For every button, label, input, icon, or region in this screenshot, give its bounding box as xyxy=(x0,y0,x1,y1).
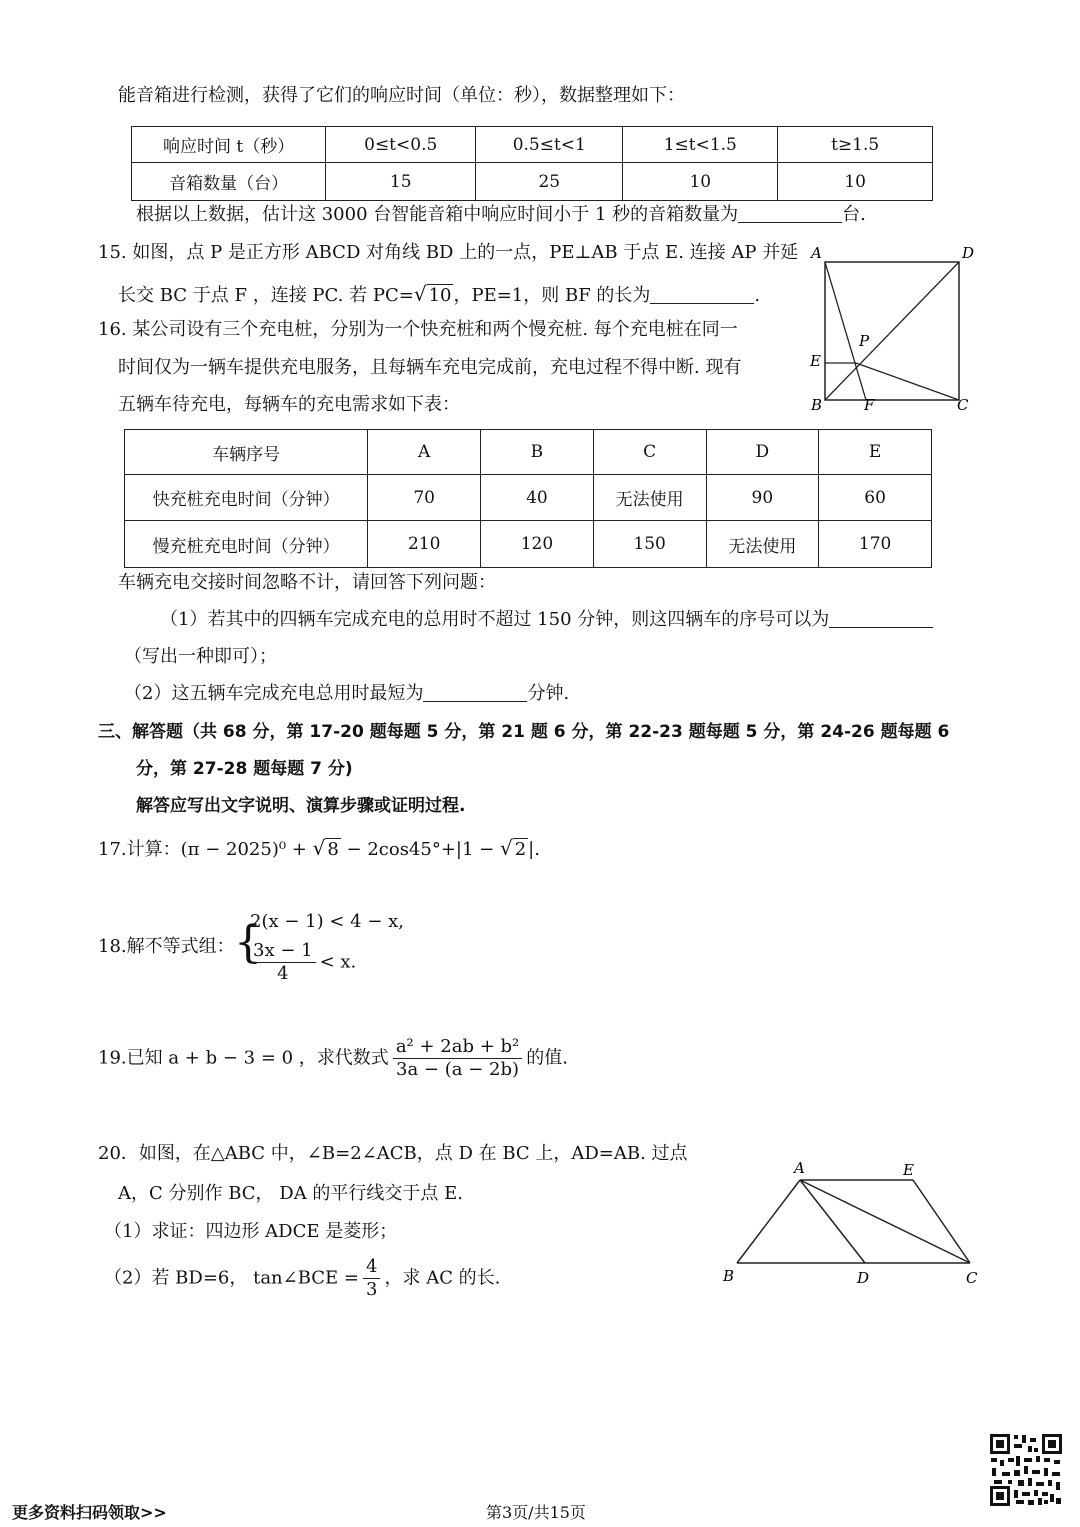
q20-line1: 20．如图，在△ABC 中，∠B=2∠ACB，点 D 在 BC 上，AD=AB. 过点 xyxy=(98,1143,688,1164)
table-cell: 170 xyxy=(819,521,932,568)
table-cell: 无法使用 xyxy=(593,475,706,521)
response-time-table xyxy=(131,126,933,201)
q20-sub2-a: （2）若 BD=6， tan∠BCE = xyxy=(104,1267,360,1289)
label-d: D xyxy=(857,1269,870,1287)
q19-suffix: 的值. xyxy=(526,1047,568,1069)
qr-code-icon xyxy=(988,1432,1064,1508)
q20-frac-num: 4 xyxy=(363,1256,380,1279)
section-instruction: 解答应写出文字说明、演算步骤或证明过程. xyxy=(136,796,466,816)
table-cell: 音箱数量（台） xyxy=(132,163,326,201)
q15-radicand: 10 xyxy=(428,285,452,306)
table-cell: 10 xyxy=(623,163,778,201)
table-cell: 90 xyxy=(706,475,819,521)
label-a: A xyxy=(811,244,822,262)
table-cell: E xyxy=(819,430,932,475)
table-cell: C xyxy=(593,430,706,475)
q17-prefix: 17.计算： xyxy=(98,839,181,860)
table-cell: t≥1.5 xyxy=(778,127,933,163)
table-cell: 15 xyxy=(326,163,476,201)
page-number: 第3页/共15页 xyxy=(486,1503,586,1522)
table-cell: 快充桩充电时间（分钟） xyxy=(125,475,368,521)
table-cell: 120 xyxy=(481,521,594,568)
answer-blank xyxy=(738,204,842,223)
brace-symbol: { xyxy=(234,917,262,968)
table-cell: 0≤t<0.5 xyxy=(326,127,476,163)
q16-note: 车辆充电交接时间忽略不计，请回答下列问题： xyxy=(118,572,496,593)
footer-promo: 更多资料扫码领取>> xyxy=(12,1503,167,1522)
table-row xyxy=(125,430,932,475)
q18-ineq2 xyxy=(250,940,356,985)
table-cell: 1≤t<1.5 xyxy=(623,127,778,163)
charging-table xyxy=(124,429,932,568)
table-cell: 25 xyxy=(476,163,623,201)
table-row xyxy=(125,521,932,568)
table-cell: 210 xyxy=(368,521,481,568)
q16-line1: 16. 某公司设有三个充电桩，分别为一个快充桩和两个慢充桩. 每个充电桩在同一 xyxy=(98,319,738,340)
q15-text-a: 长交 BC 于点 F ，连接 PC. 若 PC= xyxy=(118,285,414,306)
q15-line2: 长交 BC 于点 F ，连接 PC. 若 PC=√ 10 ，PE=1，则 BF 的长为 . xyxy=(118,282,761,306)
q19-num: a² + 2ab + b² xyxy=(393,1036,522,1059)
q17-radicand-2: 2 xyxy=(514,839,527,860)
q17-expr-c: |. xyxy=(528,839,540,860)
table-row xyxy=(125,475,932,521)
q16-sub1b: （写出一种即可）； xyxy=(124,646,277,667)
table-cell: B xyxy=(481,430,594,475)
table-row xyxy=(132,127,933,163)
label-b: B xyxy=(811,396,823,414)
square-figure xyxy=(800,240,990,420)
q18-prefix: 18.解不等式组： xyxy=(98,936,235,957)
table-cell: D xyxy=(706,430,819,475)
table-cell: 慢充桩充电时间（分钟） xyxy=(125,521,368,568)
table-cell: 响应时间 t（秒） xyxy=(132,127,326,163)
table-cell: 70 xyxy=(368,475,481,521)
table-row xyxy=(132,163,933,201)
section-title-2: 分，第 27-28 题每题 7 分) xyxy=(136,759,353,779)
q20-frac-den: 3 xyxy=(366,1279,378,1300)
rhombus-figure xyxy=(715,1155,995,1295)
q18-fraction xyxy=(250,940,316,985)
q20-sub2-b: ，求 AC 的长. xyxy=(384,1267,501,1289)
q18-frac-den: 4 xyxy=(277,963,289,984)
intro-line: 能音箱进行检测，获得了它们的响应时间（单位：秒），数据整理如下： xyxy=(118,85,685,106)
table-cell: 0.5≤t<1 xyxy=(476,127,623,163)
q16-sub2-text: （2）这五辆车完成充电总用时最短为 xyxy=(124,683,424,704)
answer-blank xyxy=(650,285,754,304)
q19-prefix: 19.已知 a + b − 3 = 0 ，求代数式 xyxy=(98,1047,389,1069)
section-title: 三、解答题（共 68 分，第 17-20 题每题 5 分，第 21 题 6 分，第 22-23 题每题 5 分，第 24-26 题每题 6 xyxy=(98,722,950,742)
label-e: E xyxy=(810,352,821,370)
q20-fraction xyxy=(363,1256,380,1301)
q15-line1: 15. 如图，点 P 是正方形 ABCD 对角线 BD 上的一点，PE⊥AB 于点 E. 连接 AP 并延 xyxy=(98,242,799,263)
label-b: B xyxy=(723,1267,735,1285)
q19-fraction xyxy=(393,1036,522,1081)
q20-sub2 xyxy=(104,1256,500,1301)
q14-text: 根据以上数据，估计这 3000 台智能音箱中响应时间小于 1 秒的音箱数量为 xyxy=(136,204,739,225)
label-d: D xyxy=(962,244,975,262)
q20-line2: A，C 分别作 BC， DA 的平行线交于点 E. xyxy=(118,1183,464,1204)
q16-sub2-end: 分钟. xyxy=(527,683,570,704)
q19 xyxy=(98,1036,568,1081)
q16-sub1 xyxy=(160,608,933,632)
q14-end: 台. xyxy=(842,204,866,225)
q19-den: 3a − (a − 2b) xyxy=(396,1059,520,1080)
q17-expr-a: (π − 2025)⁰ + xyxy=(180,839,313,860)
label-f: F xyxy=(864,396,875,414)
q16-line3: 五辆车待充电，每辆车的充电需求如下表： xyxy=(118,394,460,415)
label-e: E xyxy=(903,1161,914,1179)
q14-tail xyxy=(136,203,866,227)
q17: 17.计算：(π − 2025)⁰ + √ 8 − 2cos45°+|1 − √ 2 |. xyxy=(98,836,540,860)
label-p: P xyxy=(859,332,870,350)
q18-ineq1: 2(x − 1) < 4 − x, xyxy=(250,911,405,932)
table-cell: 无法使用 xyxy=(706,521,819,568)
table-cell: 60 xyxy=(819,475,932,521)
answer-blank xyxy=(829,609,933,628)
q16-sub2 xyxy=(124,682,569,706)
q16-line2: 时间仅为一辆车提供充电服务，且每辆车充电完成前，充电过程不得中断. 现有 xyxy=(118,357,742,378)
table-cell: 40 xyxy=(481,475,594,521)
label-c: C xyxy=(966,1269,978,1287)
table-cell: 150 xyxy=(593,521,706,568)
q15-text-b: ，PE=1，则 BF 的长为 xyxy=(453,285,651,306)
q17-radicand-1: 8 xyxy=(327,839,339,860)
table-cell: 10 xyxy=(778,163,933,201)
answer-blank xyxy=(423,683,527,702)
q15-end: . xyxy=(754,285,761,306)
label-a: A xyxy=(794,1159,805,1177)
q18-frac-num: 3x − 1 xyxy=(250,940,316,963)
q17-expr-b: − 2cos45°+|1 − xyxy=(340,839,500,860)
label-c: C xyxy=(957,396,969,414)
q16-sub1-text: （1）若其中的四辆车完成充电的总用时不超过 150 分钟，则这四辆车的序号可以为 xyxy=(160,609,830,630)
q18-ineq2-tail: < x. xyxy=(319,951,357,973)
q20-sub1: （1）求证：四边形 ADCE 是菱形； xyxy=(104,1221,398,1242)
table-cell: 车辆序号 xyxy=(125,430,368,475)
table-cell: A xyxy=(368,430,481,475)
